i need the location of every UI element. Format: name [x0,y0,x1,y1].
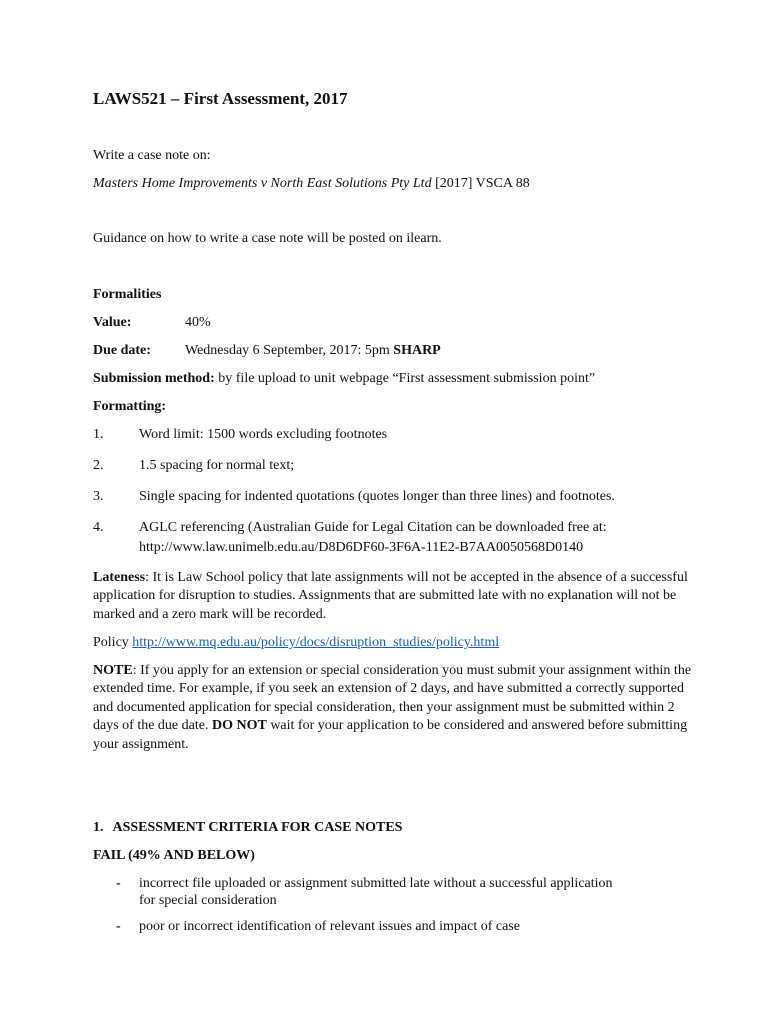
note-text-end: wait for your application to be considered and answered before submitting your assignment. [93,718,688,752]
formatting-item-number: 2. [93,458,104,473]
document-title: LAWS521 – First Assessment, 2017 [93,89,348,108]
formatting-item-number: 1. [93,427,104,442]
formalities-heading: Formalities [93,287,162,302]
formatting-item-text: Single spacing for indented quotations (quotes longer than three lines) and footnotes. [139,489,615,504]
note-text: : If you apply for an extension or special consideration you must submit your assignment within the extended time. For example, if you seek an extension of 2 days, and have submitted a correctly supported and documented application for special consideration, then your assignment must be submitted within 2 days of the due date. [93,663,692,734]
value-row [93,314,211,332]
fail-heading: FAIL (49% AND BELOW) [93,848,255,863]
formatting-item-url: http://www.law.unimelb.edu.au/D8D6DF60-3F6A-11E2-B7AA0050568D0140 [139,540,584,555]
formatting-item-text: AGLC referencing (Australian Guide for Legal Citation can be downloaded free at: [139,520,607,535]
note-do-not: DO NOT [211,718,267,734]
lateness-label: Lateness [93,570,146,585]
value-label: Value: [93,315,132,330]
formatting-item-number: 4. [93,520,104,535]
case-name: Masters Home Improvements v North East Solutions Pty Ltd [93,176,432,191]
fail-criteria-item [0,875,768,911]
formatting-item [0,519,768,557]
policy-link[interactable]: http://www.mq.edu.au/policy/docs/disruption_studies/policy.html [132,635,500,650]
fail-criteria-text-cont: for special consideration [139,893,277,908]
submission-row [93,370,595,388]
note-label: NOTE [93,663,133,678]
guidance-text: Guidance on how to write a case note will be posted on ilearn. [93,231,442,246]
policy-row [93,634,499,652]
submission-text: by file upload to unit webpage “First assessment submission point” [214,371,596,386]
bullet-dash: - [116,876,121,891]
formatting-item-text: 1.5 spacing for normal text; [139,458,295,473]
section-number: 1. [93,820,104,835]
policy-label: Policy [93,635,133,650]
fail-criteria-text: poor or incorrect identification of relevant issues and impact of case [139,919,520,934]
section-heading [93,819,402,837]
formatting-item-text: Word limit: 1500 words excluding footnotes [139,427,388,442]
lateness-text: : It is Law School policy that late assignments will not be accepted in the absence of a successful application for disruption to studies. Assignments that are submitted late with no explanation will not be marked and a zero mark will be recorded. [93,570,688,622]
formatting-heading: Formatting: [93,399,167,414]
bullet-dash: - [116,919,121,934]
note-paragraph [93,662,693,754]
due-date-text: Wednesday 6 September, 2017: 5pm [185,343,394,358]
formatting-item-number: 3. [93,489,104,504]
section-title: ASSESSMENT CRITERIA FOR CASE NOTES [112,820,403,835]
due-date-emphasis: SHARP [393,343,441,358]
fail-criteria-text: incorrect file uploaded or assignment submitted late without a successful application [139,876,613,891]
due-date-label: Due date: [93,343,151,358]
value-text: 40% [185,315,211,330]
intro-text: Write a case note on: [93,148,211,163]
lateness-paragraph [93,569,693,624]
due-date-row [93,342,441,360]
case-reference [93,175,530,193]
case-citation: [2017] VSCA 88 [431,176,530,191]
submission-label: Submission method: [93,371,215,386]
